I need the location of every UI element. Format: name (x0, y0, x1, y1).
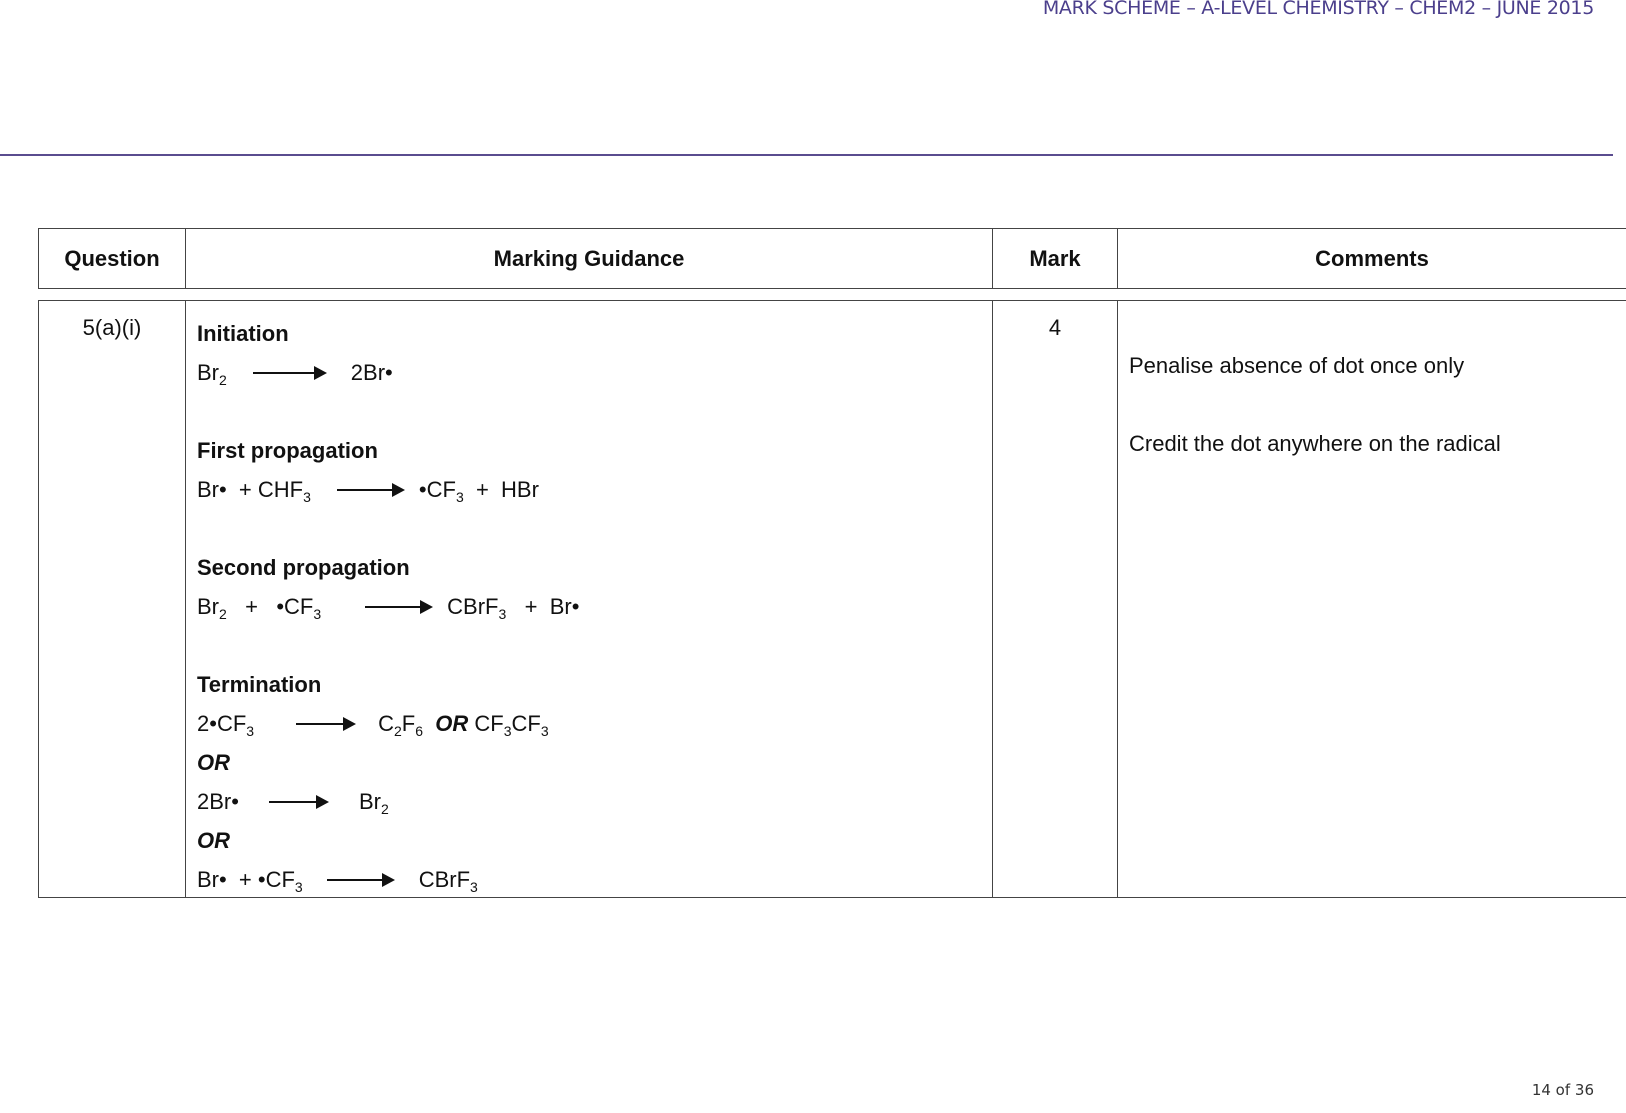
second-propagation-products: CBrF$_3$ + Br• (447, 594, 580, 622)
initiation-reactant: $Br_2$ (197, 360, 227, 388)
reaction-arrow-icon (269, 801, 327, 803)
termination-1-reactant: $2•CF_3$ (197, 711, 255, 739)
termination-3-reactants: Br• + $•CF_3$ (197, 867, 303, 895)
header-label-guidance: Marking Guidance (493, 245, 685, 271)
table-header-row (38, 228, 1626, 289)
termination-equation-1 (197, 704, 579, 743)
reaction-arrow-icon (296, 723, 354, 725)
reaction-arrow-icon (327, 879, 393, 881)
header-label-comments: Comments (1315, 245, 1429, 271)
header-cell-comments (1118, 229, 1626, 288)
second-propagation-equation (197, 587, 579, 626)
comment-1: Penalise absence of dot once only (1129, 353, 1465, 378)
guidance-content (197, 314, 579, 899)
termination-equation-3 (197, 860, 579, 899)
page-number: 14 of 36 (1531, 1081, 1594, 1099)
reaction-arrow-icon (337, 489, 403, 491)
termination-heading: Termination (197, 672, 322, 697)
first-propagation-reactants: Br• + $CHF_3$ (197, 477, 311, 505)
header-label-mark: Mark (1029, 245, 1081, 271)
termination-1-product: $C_2F_6$ OR $CF_3CF_3$ (378, 711, 549, 739)
termination-2-reactant: 2Br• (197, 789, 239, 814)
second-propagation-heading: Second propagation (197, 555, 410, 580)
cell-comments (1118, 301, 1626, 897)
reaction-arrow-icon (365, 606, 431, 608)
termination-3-product: CBrF$_3$ (418, 867, 478, 895)
header-label-question: Question (64, 245, 160, 271)
comment-2: Credit the dot anywhere on the radical (1129, 431, 1501, 456)
header-cell-question (39, 229, 186, 288)
header-cell-mark (993, 229, 1118, 288)
second-propagation-reactants: $Br_2$ + $•CF_3$ (197, 594, 322, 622)
mark-value: 4 (1048, 315, 1062, 340)
or-inline-label: OR (435, 711, 469, 736)
first-propagation-heading: First propagation (197, 438, 378, 463)
header-cell-guidance (186, 229, 993, 288)
initiation-heading: Initiation (197, 321, 289, 346)
document-header-title: MARK SCHEME – A-LEVEL CHEMISTRY – CHEM2 – JUNE 2015 (1042, 0, 1594, 19)
question-number: 5(a)(i) (82, 315, 142, 340)
header-divider (0, 154, 1613, 156)
termination-2-product: $Br_2$ (358, 789, 389, 817)
table-row (38, 300, 1626, 898)
initiation-product: 2Br• (350, 360, 393, 385)
first-propagation-products: $•CF_3$ + HBr (418, 477, 539, 505)
first-propagation-equation (197, 470, 579, 509)
cell-question (39, 301, 186, 897)
initiation-equation (197, 353, 579, 392)
cell-marking-guidance (186, 301, 993, 897)
reaction-arrow-icon (253, 372, 325, 374)
termination-equation-2 (197, 782, 579, 821)
or-label-1: OR (197, 750, 230, 775)
cell-mark (993, 301, 1118, 897)
or-label-2: OR (197, 828, 230, 853)
